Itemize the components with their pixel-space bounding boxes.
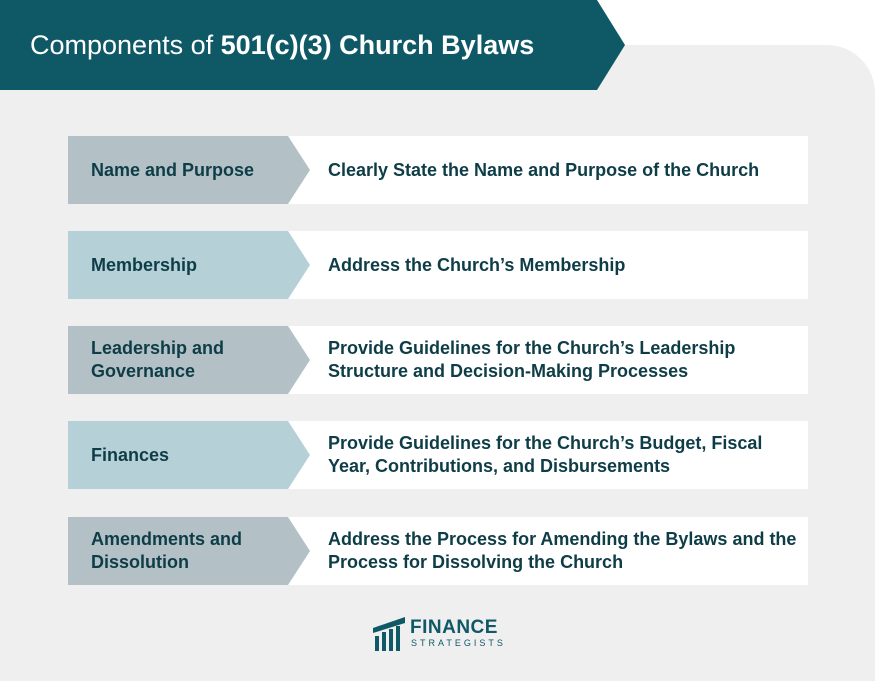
component-description: Clearly State the Name and Purpose of the Church (328, 159, 760, 180)
component-description: Address the Process for Amending the Bylaws and the Process for Dissolving the Church (328, 529, 797, 572)
component-row-leadership (68, 326, 808, 394)
component-row-finances (68, 421, 808, 489)
component-label: Membership (91, 254, 198, 275)
title-light: Components of (30, 30, 214, 60)
component-row-amendments (68, 517, 808, 585)
component-label: Finances (91, 444, 170, 465)
component-description: Provide Guidelines for the Church’s Budget, Fiscal Year, Contributions, and Disbursements (328, 433, 763, 476)
component-row-membership (68, 231, 808, 299)
component-label: Leadership and Governance (91, 338, 225, 381)
logo-mark-icon (372, 616, 406, 652)
component-description: Provide Guidelines for the Church’s Leadership Structure and Decision-Making Processes (328, 338, 736, 381)
component-label: Name and Purpose (91, 159, 255, 180)
logo-subtitle: STRATEGISTS (411, 638, 506, 648)
component-row-name-purpose (68, 136, 808, 204)
finance-strategists-logo (372, 616, 507, 652)
component-label: Amendments and Dissolution (91, 529, 243, 572)
page-title (30, 0, 534, 90)
title-bold: 501(c)(3) Church Bylaws (220, 30, 535, 60)
component-description: Address the Church’s Membership (328, 254, 626, 275)
logo-name: FINANCE (410, 617, 498, 638)
